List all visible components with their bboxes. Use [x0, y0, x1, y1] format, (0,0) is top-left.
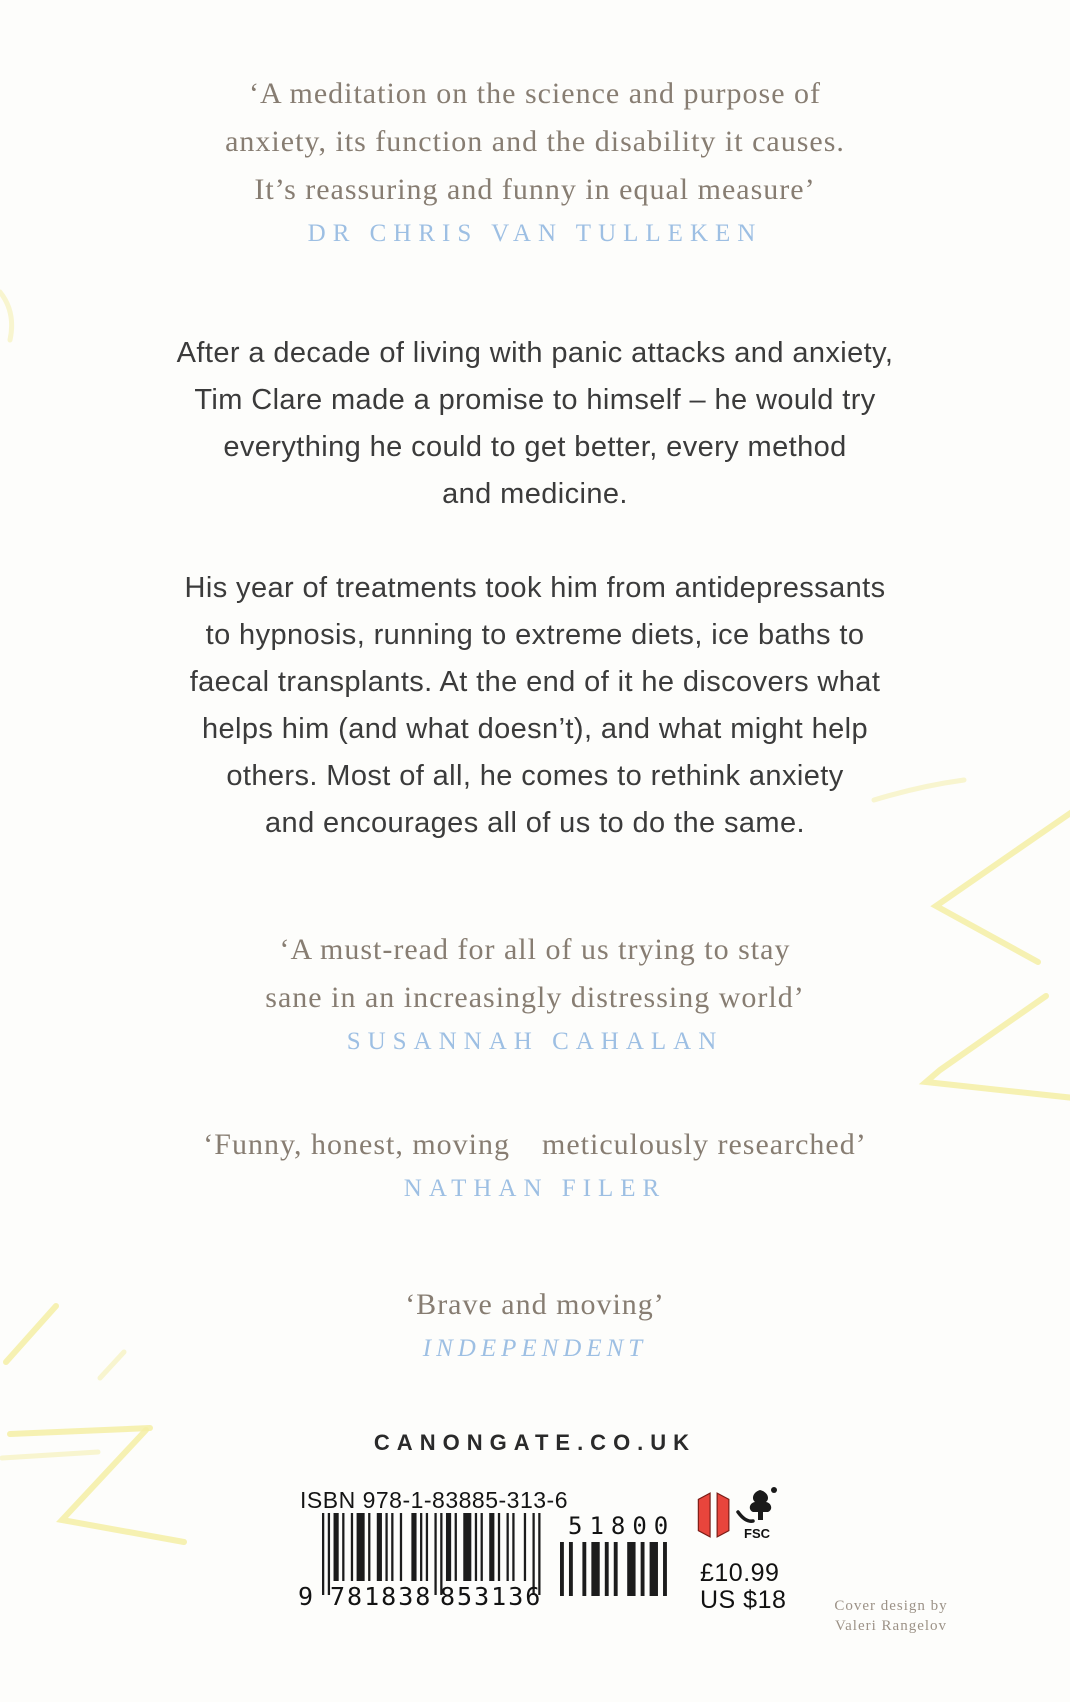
synopsis-line: helps him (and what doesn’t), and what might help [201, 713, 869, 745]
barcode-digit-group: 853136 [440, 1582, 543, 1611]
quote-attribution: INDEPENDENT [422, 1335, 648, 1362]
synopsis-line: others. Most of all, he comes to rethink anxiety [226, 760, 844, 792]
price-usd: US $18 [700, 1586, 787, 1614]
barcode-digit-lead: 9 [298, 1582, 316, 1611]
credit-line: Cover design by [834, 1598, 948, 1614]
addon-barcode [560, 1542, 672, 1598]
synopsis-line: His year of treatments took him from antidepressants [184, 572, 886, 604]
publisher-website: CANONGATE.CO.UK [373, 1430, 697, 1455]
quote-attribution: DR CHRIS VAN TULLEKEN [307, 220, 763, 247]
quote-line: ‘A must-read for all of us trying to stay [279, 933, 791, 966]
svg-text:FSC: FSC [744, 1526, 770, 1541]
barcode-digit-group: 781838 [330, 1582, 433, 1611]
synopsis-line: and encourages all of us to do the same. [265, 807, 805, 839]
quote-attribution: SUSANNAH CAHALAN [346, 1028, 724, 1055]
quote-line: ‘A meditation on the science and purpose of [248, 77, 821, 110]
cover-design-credit [806, 1596, 976, 1636]
synopsis-paragraph-2 [0, 565, 1070, 847]
quote-line: anxiety, its function and the disability it causes. [225, 125, 845, 158]
synopsis-line: everything he could to get better, every method [223, 431, 847, 463]
quote-line: ‘Funny, honest, moving meticulously researched’ [203, 1128, 867, 1161]
isbn-label: ISBN 978-1-83885-313-6 [300, 1487, 568, 1513]
price-block [700, 1560, 786, 1614]
quote-line: ‘Brave and moving’ [405, 1288, 665, 1321]
synopsis-line: and medicine. [442, 478, 628, 510]
quote-line: It’s reassuring and funny in equal measure’ [254, 173, 816, 206]
endorsement-independent [0, 1281, 1070, 1365]
barcode-addon-code: 51800 [568, 1512, 676, 1540]
endorsement-van-tulleken [0, 70, 1070, 250]
synopsis-line: After a decade of living with panic attacks and anxiety, [176, 337, 894, 369]
quote-attribution: NATHAN FILER [403, 1175, 667, 1202]
synopsis-line: Tim Clare made a promise to himself – he would try [194, 384, 876, 416]
endorsement-cahalan [0, 926, 1070, 1058]
canongate-logo-icon [696, 1489, 732, 1541]
endorsement-filer [0, 1121, 1070, 1205]
synopsis-paragraph-1 [0, 330, 1070, 518]
synopsis-line: to hypnosis, running to extreme diets, ice baths to [205, 619, 865, 651]
quote-line: sane in an increasingly distressing world’ [265, 981, 805, 1014]
price-gbp: £10.99 [700, 1559, 780, 1587]
fsc-logo-icon [732, 1484, 782, 1544]
credit-line: Valeri Rangelov [834, 1618, 948, 1634]
synopsis-line: faecal transplants. At the end of it he discovers what [189, 666, 881, 698]
